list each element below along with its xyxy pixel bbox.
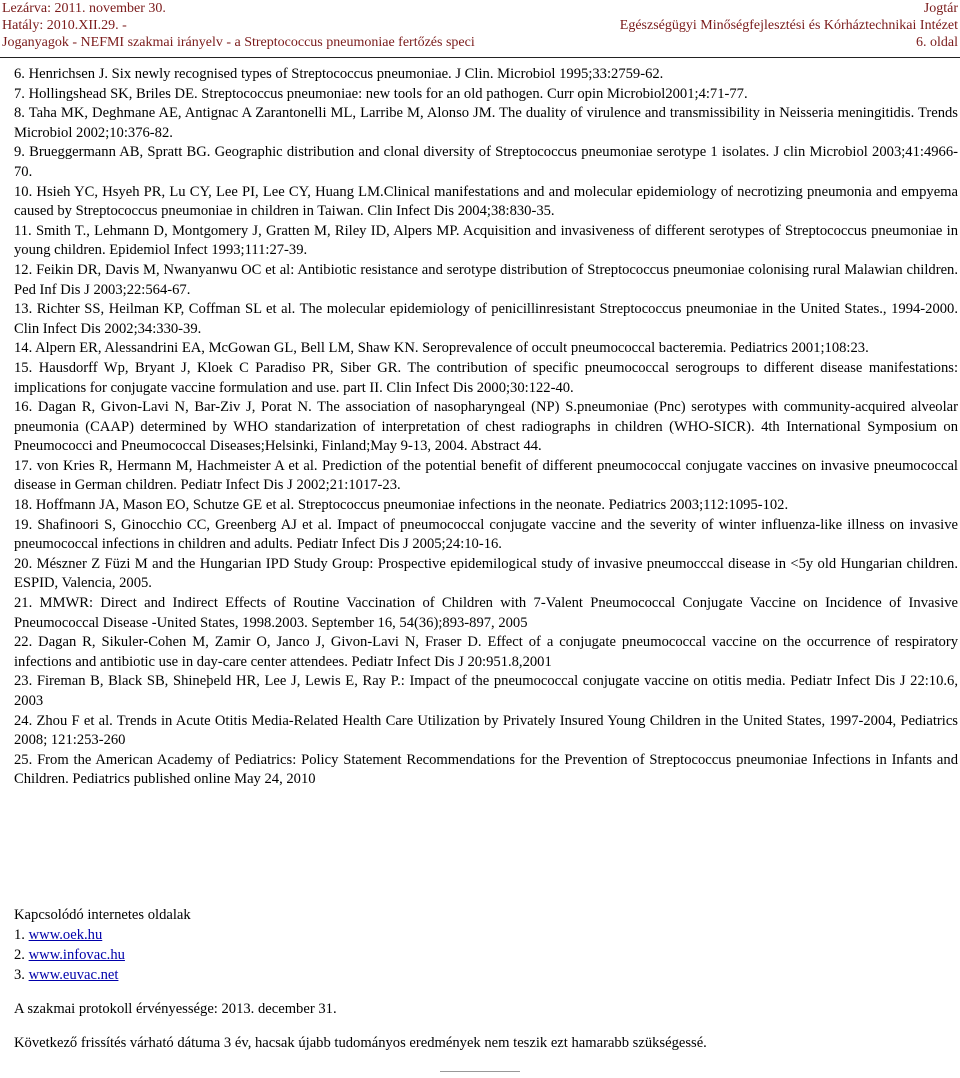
document-footer [14, 905, 958, 1053]
link-item [14, 965, 958, 985]
publisher-name: Jogtár [923, 1, 958, 16]
reference-item: 10. Hsieh YC, Hsyeh PR, Lu CY, Lee PI, Lee CY, Huang LM.Clinical manifestations and and molecular epidemiology of necrotizing pneumonia and empyema caused by Streptococcus pneumoniae in children in Taiwan. Clin Infect Dis 2004;38:830-35. [14, 183, 958, 220]
reference-item: 25. From the American Academy of Pediatrics: Policy Statement Recommendations for the Prevention of Streptococcus pneumoniae Infections in Infants and Children. Pediatrics published online May 24, 2010 [14, 751, 958, 788]
reference-item: 12. Feikin DR, Davis M, Nwanyanwu OC et al: Antibiotic resistance and serotype distribution of Streptococcus pneumoniae colonising rural Malawian children. Ped Inf Dis J 2003;22:564-67. [14, 261, 958, 298]
link-number: 2. [14, 947, 25, 963]
reference-item: 16. Dagan R, Givon-Lavi N, Bar-Ziv J, Porat N. The association of nasopharyngeal (NP) S.pneumoniae (Pnc) serotypes with community-acquired alveolar pneumonia (CAAP) determined by WHO standarization of interpretation of chest radiographs in children (WHO-SICR). 4th International Symposium on Pneumococci and Pneumococcal Diseases;Helsinki, Finland;May 9-13, 2004. Abstract 44. [14, 399, 958, 455]
institute-name: Egészségügyi Minőségfejlesztési és Kórháztechnikai Intézet [619, 18, 958, 33]
reference-item: 24. Zhou F et al. Trends in Acute Otitis Media-Related Health Care Utilization by Privately Insured Young Children in the United States, 1997-2004, Pediatrics 2008; 121:253-260 [14, 712, 958, 749]
reference-list [14, 65, 958, 790]
header-row-1 [0, 0, 960, 17]
reference-item: 21. MMWR: Direct and Indirect Effects of Routine Vaccination of Children with 7-Valent Pneumococcal Conjugate Vaccine on Incidence of Invasive Pneumococcal Disease -United States, 1998.2003. September 16, 54(36);893-897, 2005 [14, 595, 958, 631]
links-list [14, 925, 958, 985]
reference-item: 17. von Kries R, Hermann M, Hachmeister A et al. Prediction of the potential benefit of different pneumococcal conjugate vaccines on invasive pneumococcal disease in German children. Pediatr Infect Dis J 2002;21:1017-23. [14, 457, 958, 494]
link-number: 3. [14, 967, 25, 983]
reference-item: 18. Hoffmann JA, Mason EO, Schutze GE et al. Streptococcus pneumoniae infections in the neonate. Pediatrics 2003;112:1095-102. [14, 497, 789, 514]
page-number: 6. oldal [916, 35, 958, 50]
reference-item: 13. Richter SS, Heilman KP, Coffman SL et al. The molecular epidemiology of penicillinresistant Streptococcus pneumoniae in the United States., 1994-2000. Clin Infect Dis 2002;34:330-39. [14, 301, 958, 337]
reference-item: 19. Shafinoori S, Ginocchio CC, Greenberg AJ et al. Impact of pneumococcal conjugate vaccine and the severity of winter influenza-like illness on invasive pneumococcal infections in children and adults. Pediatr Infect Dis J 2005;24:10-16. [14, 516, 958, 553]
reference-item: 9. Brueggermann AB, Spratt BG. Geographic distribution and clonal diversity of Streptococcus pneumoniae serotype 1 isolates. J clin Microbiol 2003;41:4966-70. [14, 144, 958, 180]
link-item [14, 945, 958, 965]
reference-item: 7. Hollingshead SK, Briles DE. Streptococcus pneumoniae: new tools for an old pathogen. Curr opin Microbiol2001;4:71-77. [14, 85, 748, 102]
document-path: Joganyagok - NEFMI szakmai irányelv - a Streptococcus pneumoniae fertőzés speci [2, 35, 475, 50]
reference-item: 8. Taha MK, Deghmane AE, Antignac A Zarantonelli ML, Larribe M, Alonso JM. The duality of virulence and transmissibility in Neisseria meningitidis. Trends Microbiol 2002;10:376-82. [14, 105, 958, 141]
page-header [0, 0, 960, 62]
reference-item: 22. Dagan R, Sikuler-Cohen M, Zamir O, Janco J, Givon-Lavi N, Fraser D. Effect of a conjugate pneumococcal vaccine on the occurrence of respiratory infections and antibiotic use in day-care center attendees. Pediatr Infect Dis J 20:951.8,2001 [14, 634, 958, 670]
closing-date: Lezárva: 2011. november 30. [2, 1, 166, 16]
footer-divider [440, 1071, 520, 1072]
reference-item: 11. Smith T., Lehmann D, Montgomery J, Gratten M, Riley ID, Alpers MP. Acquisition and invasiveness of different serotypes of Streptococcus pneumoniae in young children. Epidemiol Infect 1993;111:27-39. [14, 222, 958, 259]
effective-date: Hatály: 2010.XII.29. - [2, 18, 127, 33]
link-euvac[interactable]: www.euvac.net [28, 967, 119, 983]
header-divider [0, 57, 960, 58]
reference-item: 15. Hausdorff Wp, Bryant J, Kloek C Paradiso PR, Siber GR. The contribution of specific pneumococcal serogroups to different disease manifestations: implications for conjugate vaccine formulation and use. part II. Clin Infect Dis 2000;30:122-40. [14, 359, 958, 396]
reference-item: 14. Alpern ER, Alessandrini EA, McGowan GL, Bell LM, Shaw KN. Seroprevalence of occult pneumococcal bacteremia. Pediatrics 2001;108:23. [14, 340, 869, 357]
reference-item: 6. Henrichsen J. Six newly recognised types of Streptococcus pneumoniae. J Clin. Microbiol 1995;33:2759-62. [14, 66, 664, 82]
validity-statement: A szakmai protokoll érvényessége: 2013. december 31. [14, 1001, 337, 1017]
link-infovac[interactable]: www.infovac.hu [28, 947, 125, 963]
link-number: 1. [14, 927, 25, 943]
link-item [14, 925, 958, 945]
header-row-2 [0, 17, 960, 34]
next-update-statement: Következő frissítés várható dátuma 3 év, hacsak újabb tudományos eredmények nem teszik ezt hamarabb szükségessé. [14, 1035, 707, 1051]
header-row-3 [0, 34, 960, 51]
links-heading: Kapcsolódó internetes oldalak [14, 907, 191, 923]
link-oek[interactable]: www.oek.hu [28, 927, 103, 943]
reference-item: 20. Mészner Z Füzi M and the Hungarian IPD Study Group: Prospective epidemilogical study of invasive pneumocccal disease in <5y old Hungarian children. ESPID, Valencia, 2005. [14, 555, 958, 592]
reference-item: 23. Fireman B, Black SB, Shineþeld HR, Lee J, Lewis E, Ray P.: Impact of the pneumococcal conjugate vaccine on otitis media. Pediatr Infect Dis J 22:10.6, 2003 [14, 673, 958, 709]
